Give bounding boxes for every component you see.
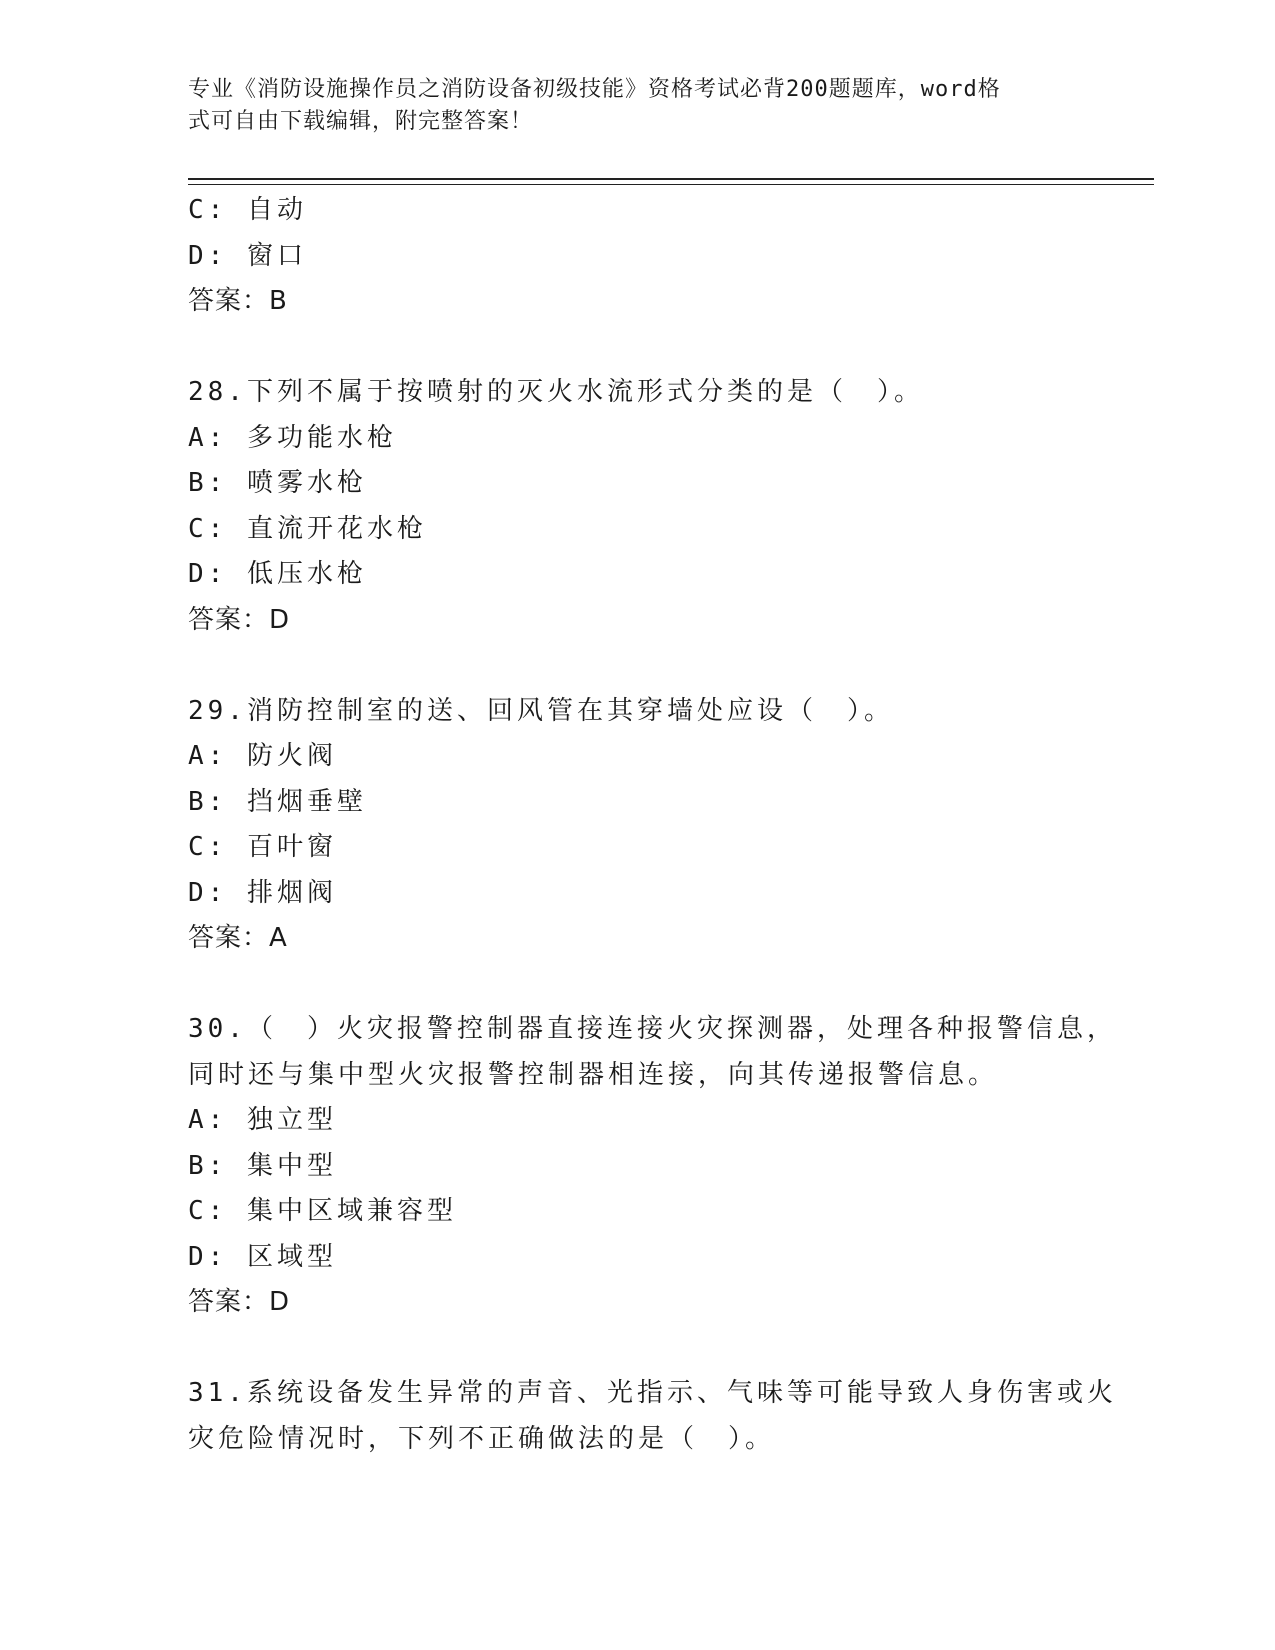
option-a bbox=[188, 1098, 1108, 1144]
answer-line: 答案：D bbox=[188, 1287, 291, 1317]
option-text: 多功能水枪 bbox=[246, 422, 397, 453]
option-b bbox=[188, 780, 1108, 826]
option-letter: A: bbox=[188, 741, 228, 771]
option-text: 集中区域兼容型 bbox=[246, 1196, 457, 1226]
option-a bbox=[188, 416, 1108, 462]
question-spacer bbox=[188, 1326, 1108, 1372]
header-line-1: 专业《消防设施操作员之消防设备初级技能》资格考试必背200题题库，word格 bbox=[188, 77, 1001, 102]
option-b bbox=[188, 461, 1108, 507]
question-spacer bbox=[188, 325, 1108, 371]
option-d bbox=[188, 552, 1108, 598]
question-spacer bbox=[188, 643, 1108, 689]
option-text: 挡烟垂壁 bbox=[246, 786, 367, 817]
option-letter: C: bbox=[188, 513, 228, 544]
option-letter: C: bbox=[188, 832, 228, 862]
question-31 bbox=[188, 1371, 1117, 1462]
option-letter: A: bbox=[188, 1105, 228, 1135]
option-text: 自动 bbox=[246, 195, 307, 225]
option-letter: A: bbox=[188, 422, 228, 453]
question-stem: 29.消防控制室的送、回风管在其穿墙处应设（ ）。 bbox=[188, 695, 894, 726]
option-text: 集中型 bbox=[246, 1150, 337, 1181]
option-text: 低压水枪 bbox=[246, 559, 367, 589]
option-text: 独立型 bbox=[246, 1105, 337, 1135]
question-stem-line-2: 同时还与集中型火灾报警控制器相连接，向其传递报警信息。 bbox=[188, 1059, 999, 1090]
option-text: 排烟阀 bbox=[246, 877, 337, 908]
option-letter: B: bbox=[188, 786, 228, 817]
answer-line: 答案：A bbox=[188, 923, 288, 953]
option-d bbox=[188, 871, 1108, 917]
question-28 bbox=[188, 370, 1108, 643]
option-text: 百叶窗 bbox=[246, 832, 337, 862]
question-stem-line-1: 30.（ ）火灾报警控制器直接连接火灾探测器，处理各种报警信息， bbox=[188, 1014, 1117, 1044]
question-30 bbox=[188, 1007, 1117, 1326]
option-b bbox=[188, 1144, 1108, 1190]
answer-line: 答案：B bbox=[188, 286, 288, 316]
option-letter: C: bbox=[188, 195, 228, 225]
option-letter: D: bbox=[188, 877, 228, 908]
option-c bbox=[188, 1189, 1108, 1235]
document-header bbox=[188, 74, 1068, 138]
question-27-continuation bbox=[188, 188, 1108, 325]
option-letter: C: bbox=[188, 1196, 228, 1226]
option-text: 直流开花水枪 bbox=[246, 513, 427, 544]
option-text: 喷雾水枪 bbox=[246, 468, 367, 498]
question-list bbox=[188, 188, 1117, 1462]
option-letter: D: bbox=[188, 240, 228, 271]
header-line-2: 式可自由下载编辑，附完整答案！ bbox=[188, 109, 534, 134]
question-29 bbox=[188, 689, 1108, 962]
option-d bbox=[188, 234, 1108, 280]
option-letter: D: bbox=[188, 559, 228, 589]
question-stem: 28.下列不属于按喷射的灭火水流形式分类的是（ ）。 bbox=[188, 377, 924, 407]
question-stem-line-2: 灾危险情况时，下列不正确做法的是（ ）。 bbox=[188, 1423, 776, 1454]
option-letter: B: bbox=[188, 1150, 228, 1181]
option-a bbox=[188, 734, 1108, 780]
option-letter: B: bbox=[188, 468, 228, 498]
option-c bbox=[188, 188, 1108, 234]
question-spacer bbox=[188, 962, 1108, 1008]
question-stem-line-1: 31.系统设备发生异常的声音、光指示、气味等可能导致人身伤害或火 bbox=[188, 1378, 1117, 1408]
option-c bbox=[188, 825, 1108, 871]
header-divider bbox=[188, 178, 1154, 185]
option-text: 区域型 bbox=[246, 1241, 337, 1272]
option-text: 窗口 bbox=[246, 240, 307, 271]
option-text: 防火阀 bbox=[246, 741, 337, 771]
option-d bbox=[188, 1235, 1108, 1281]
answer-line: 答案：D bbox=[188, 604, 291, 635]
option-c bbox=[188, 507, 1108, 553]
option-letter: D: bbox=[188, 1241, 228, 1272]
